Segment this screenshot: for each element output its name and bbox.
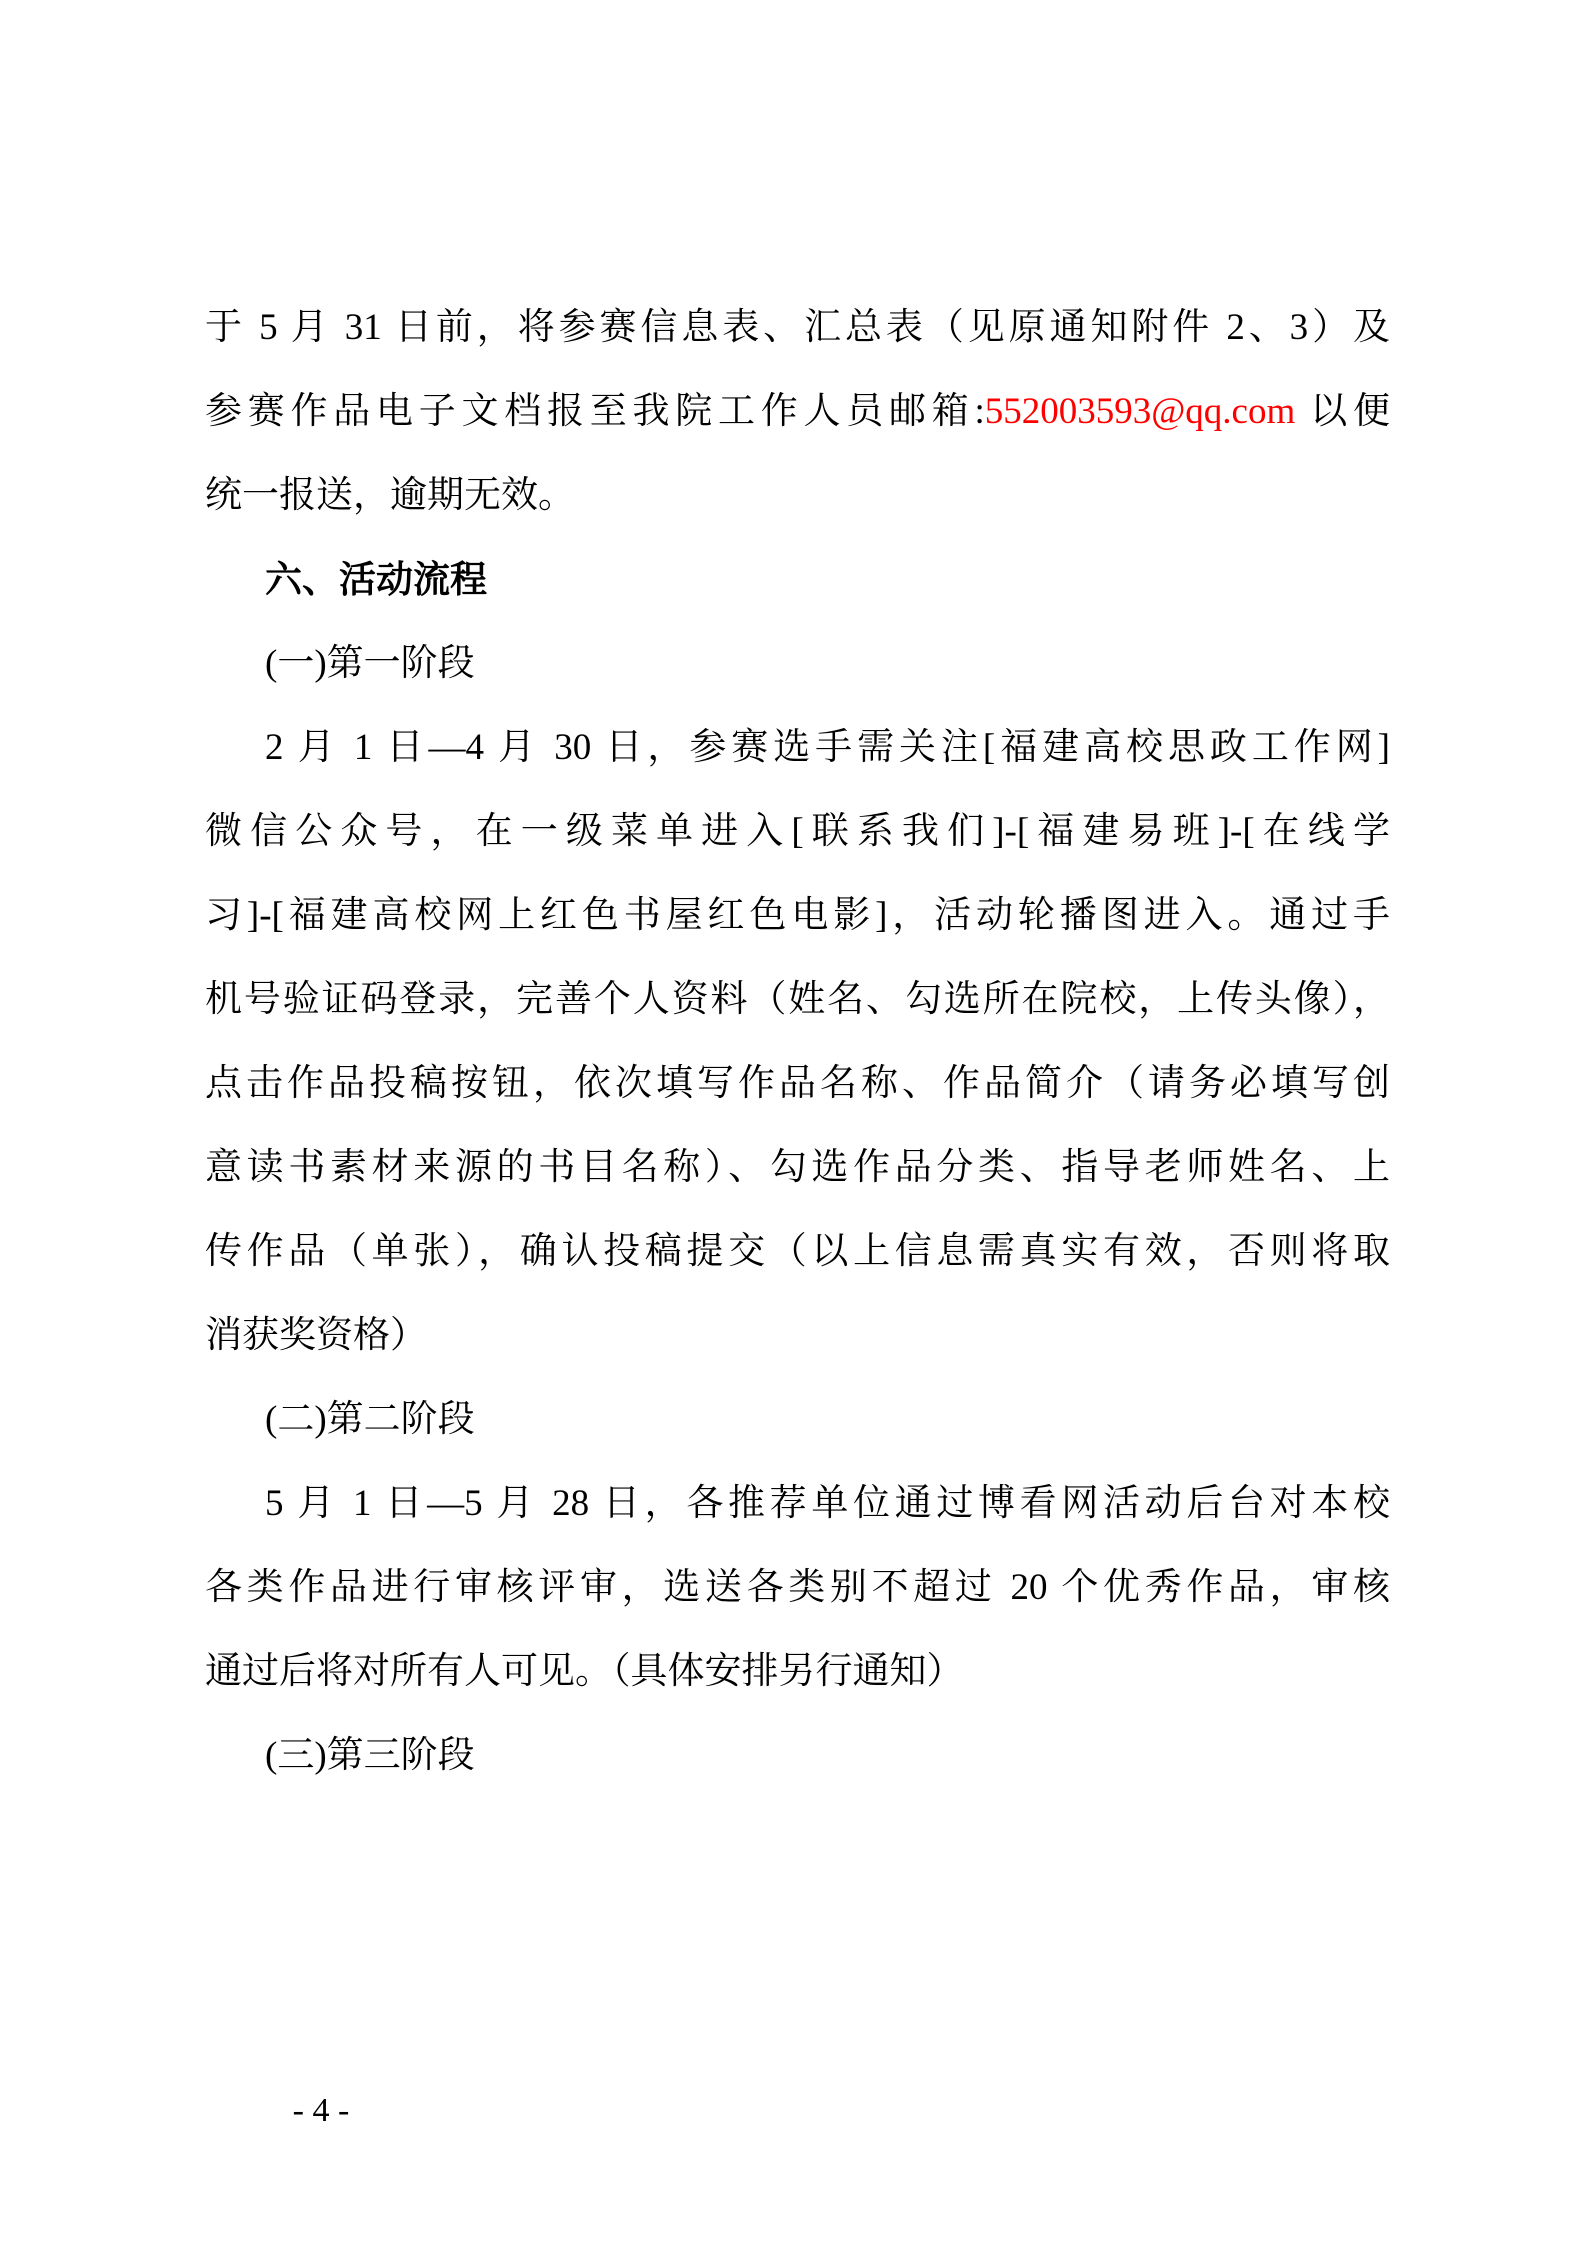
page-footer [221,2086,421,2136]
text-segment: 传作品（单张），确认投稿提交（以上信息需真实有效，否则将取 [205,1231,1390,1272]
text-segment: (二)第二阶段 [265,1399,475,1440]
text-segment: 六、活动流程 [265,559,487,600]
document-line [205,1630,1390,1714]
document-body [205,286,1390,1798]
text-segment: 机号验证码登录，完善个人资料（姓名、勾选所在院校，上传头像）， [205,979,1390,1020]
document-line [205,286,1390,370]
text-segment: 消获奖资格） [205,1315,427,1356]
document-line [205,1126,1390,1210]
text-segment: 于 5 月 31 日前，将参赛信息表、汇总表（见原通知附件 2、3）及 [205,307,1390,348]
document-line [205,454,1390,538]
document-line [205,706,1390,790]
document-line [205,370,1390,454]
text-segment: 5 月 1 日—5 月 28 日，各推荐单位通过博看网活动后台对本校 [265,1483,1390,1524]
text-segment: (三)第三阶段 [265,1735,475,1776]
text-segment: 通过后将对所有人可见。（具体安排另行通知） [205,1651,964,1692]
document-line [205,1210,1390,1294]
text-segment: 参赛作品电子文档报至我院工作人员邮箱: [205,391,985,432]
document-line [205,1546,1390,1630]
section-heading-line [205,538,1390,622]
text-segment: 各类作品进行审核评审，选送各类别不超过 20 个优秀作品，审核 [205,1567,1390,1608]
document-line [205,1042,1390,1126]
text-segment: 微信公众号，在一级菜单进入[联系我们]-[福建易班]-[在线学 [205,811,1390,852]
text-segment: 意读书素材来源的书目名称）、勾选作品分类、指导老师姓名、上 [205,1147,1390,1188]
document-line [205,874,1390,958]
stage-subheading-line [205,1378,1390,1462]
text-segment: 统一报送，逾期无效。 [205,475,575,516]
text-segment: 2 月 1 日—4 月 30 日，参赛选手需关注[福建高校思政工作网] [265,727,1390,768]
document-line [205,958,1390,1042]
document-line [205,1294,1390,1378]
stage-subheading-line [205,1714,1390,1798]
text-segment: 点击作品投稿按钮，依次填写作品名称、作品简介（请务必填写创 [205,1063,1390,1104]
stage-subheading-line [205,622,1390,706]
document-line [205,790,1390,874]
page-number: - 4 - [292,2092,350,2129]
text-segment: 以便 [1295,391,1391,432]
document-line [205,1462,1390,1546]
text-segment: 习]-[福建高校网上红色书屋红色电影]，活动轮播图进入。通过手 [205,895,1390,936]
email-address-text: 552003593@qq.com [984,391,1296,432]
text-segment: (一)第一阶段 [265,643,475,684]
